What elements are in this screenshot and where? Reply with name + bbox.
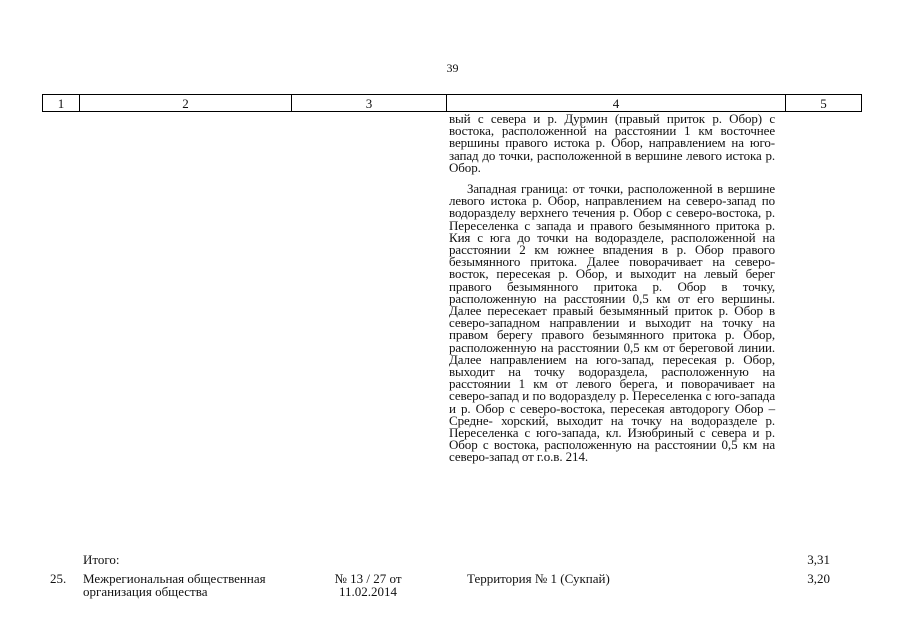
total-label: Итого: [83,552,120,567]
header-col-4: 4 [447,95,786,112]
header-col-1: 1 [43,95,80,112]
paragraph-western-boundary: Западная граница: от точки, расположенной в вершине левого истока р. Обор, направлением на северо-запад по водоразделу верхнего течения р. Обор с северо-востока, р. Переселенка с запада и правого безымянного притока р. Кия с юга до точки на водоразделе, расположенной на расстоянии 2 км южнее впадения в р. Обор правого безымянного притока. Далее поворачивает на северо-восток, пересекая р. Обор, и выходит на левый берег правого безымянного притока р. Обор в точку, расположенную на расстоянии 0,5 км от его вершины. Далее пересекает правый безымянный приток р. Обор в северо-западном направлении и выходит на точку на правом берегу правого безымянного притока р. Обор, расположенную на расстоянии 0,5 км от береговой линии. Далее направлением на юго-запад, пересекая р. Обор, выходит на точку водораздела, расположенную на расстоянии 1 км от левого берега, и поворачивает на северо-запад и по водоразделу р. Переселенка с юго-запада и р. Обор с северо-востока, пересекая автодорогу Обор – Средне- хорский, выходит на точку на водоразделе р. Переселенка с юго-запада, кл. Изюбриный с севера и р. Обор с востока, расположенную на расстоянии 0,5 км на северо-запад от г.о.в. 214. [449,181,775,465]
row-document-number: № 13 / 27 от [334,571,402,586]
row-number: 25. [50,571,67,586]
row-document [322,572,414,598]
row-area: 3,20 [807,571,830,586]
page-number: 39 [446,61,459,75]
row-organization: Межрегиональная общественная организация общества [83,571,266,599]
header-col-5: 5 [786,95,862,112]
paragraph-eastern-continuation: вый с севера и р. Дурмин (правый приток р. Обор) с востока, расположенной на расстоянии 1 км восточнее вершины правого истока р. Обор, направлением на юго-запад до точки, расположенной в вершине левого истока р. Обор. [449,111,775,175]
row-territory: Территория № 1 (Сукпай) [467,571,610,586]
row-document-date: 11.02.2014 [338,584,398,599]
boundary-description [449,113,775,464]
header-col-2: 2 [80,95,292,112]
total-value: 3,31 [807,552,830,567]
header-col-3: 3 [292,95,447,112]
table-header [42,94,862,112]
